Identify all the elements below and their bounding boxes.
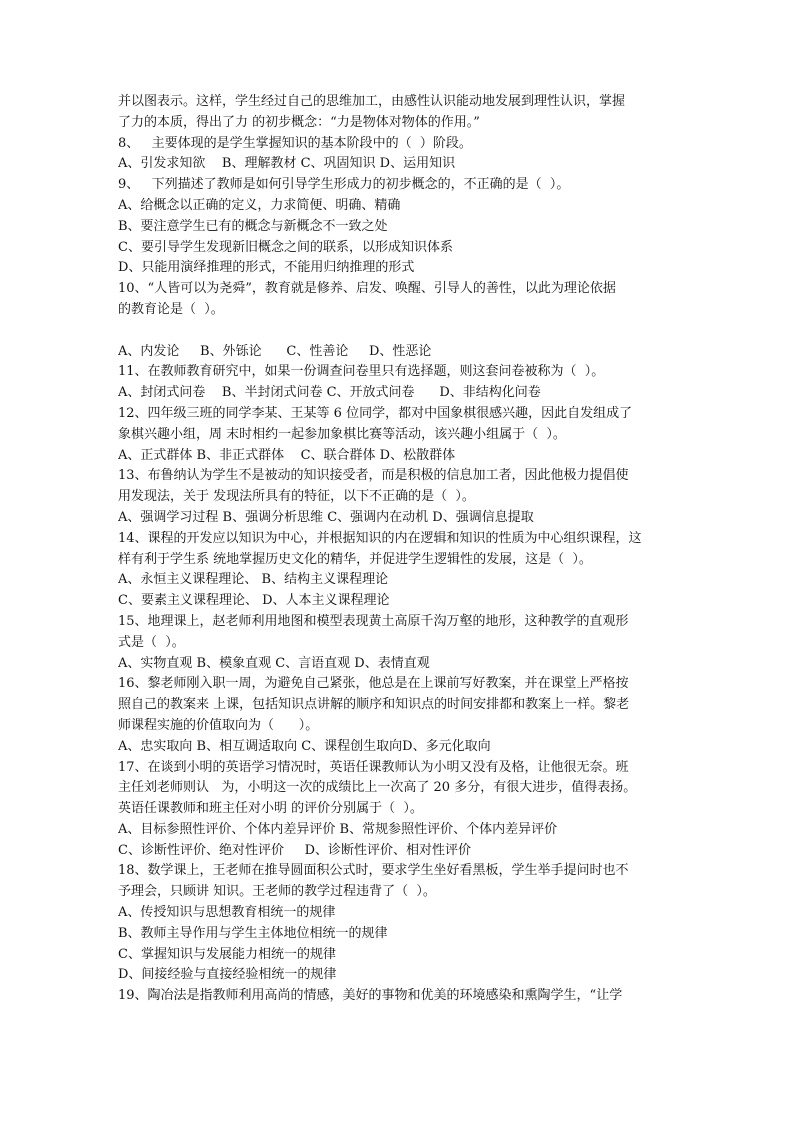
text-line: 10、“人皆可以为尧舜”，教育就是修养、启发、唤醒、引导人的善性，以此为理论依据: [118, 281, 616, 297]
text-line: C、诊断性评价、绝对性评价 D、诊断性评价、相对性评价: [118, 842, 472, 858]
text-line: 13、布鲁纳认为学生不是被动的知识接受者，而是积极的信息加工者，因此他极力提倡使: [118, 468, 629, 484]
text-line: A、传授知识与思想教育相统一的规律: [118, 905, 336, 921]
text-line: 16、黎老师刚入职一周，为避免自己紧张，他总是在上课前写好教案，并在课堂上严格按: [118, 676, 629, 692]
text-line: A、目标参照性评价、个体内差异评价 B、常规参照性评价、个体内差异评价: [118, 821, 558, 837]
text-line: 师课程实施的价值取向为（ ）。: [118, 717, 319, 733]
text-line: A、引发求知欲 B、理解教材 C、巩固知识 D、运用知识: [118, 156, 456, 172]
text-line: D、间接经验与直接经验相统一的规律: [118, 967, 337, 983]
text-line: 照自己的教案来 上课，包括知识点讲解的顺序和知识点的时间安排都和教案上一样。黎老: [118, 697, 630, 713]
text-line: 并以图表示。这样，学生经过自己的思维加工，由感性认识能动地发展到理性认识，掌握: [118, 94, 626, 109]
text-line: C、要素主义课程理论、 D、人本主义课程理论: [118, 593, 390, 609]
text-line: D、只能用演绎推理的形式，不能用归纳推理的形式: [118, 260, 415, 276]
text-line: 18、数学课上，王老师在推导圆面积公式时，要求学生坐好看黑板，学生举手提问时也不: [118, 863, 629, 879]
text-line: A、封闭式问卷 B、半封闭式问卷 C、开放式问卷 D、非结构化问卷: [118, 385, 541, 401]
text-line: 12、四年级三班的同学李某、王某等 6 位同学，都对中国象棋很感兴趣，因此自发组成了: [118, 405, 633, 421]
text-line: A、忠实取向 B、相互调适取向 C、课程创生取向D、多元化取向: [118, 738, 491, 754]
text-line: 9、 下列描述了教师是如何引导学生形成力的初步概念的，不正确的是（ ）。: [118, 177, 570, 193]
blank-line: [118, 321, 678, 342]
text-line: C、要引导学生发现新旧概念之间的联系，以形成知识体系: [118, 239, 453, 255]
text-line: B、教师主导作用与学生主体地位相统一的规律: [118, 925, 388, 941]
text-line: B、要注意学生已有的概念与新概念不一致之处: [118, 218, 388, 234]
text-line: A、永恒主义课程理论、 B、结构主义课程理论: [118, 572, 389, 588]
text-line: 了力的本质，得出了力 的初步概念：“力是物体对物体的作用。”: [118, 114, 480, 130]
document-body: [118, 92, 678, 1007]
text-line: 予理会，只顾讲 知识。王老师的教学过程违背了（ ）。: [118, 884, 436, 900]
text-line: 11、在教师教育研究中，如果一份调查问卷里只有选择题，则这套问卷被称为（ ）。: [118, 364, 605, 380]
text-line: 8、 主要体现的是学生掌握知识的基本阶段中的（ ）阶段。: [118, 135, 472, 151]
text-line: 英语任课教师和班主任对小明 的评价分别属于（ ）。: [118, 801, 423, 817]
text-line: A、内发论 B、外铄论 C、性善论 D、性恶论: [118, 343, 432, 359]
text-line: 19、陶冶法是指教师利用高尚的情感，美好的事物和优美的环境感染和熏陶学生，“让学: [118, 988, 623, 1004]
text-line: 17、在谈到小明的英语学习情况时，英语任课教师认为小明又没有及格，让他很无奈。班: [118, 759, 629, 775]
text-line: 样有利于学生系 统地掌握历史文化的精华，并促进学生逻辑性的发展，这是（ ）。: [118, 551, 592, 567]
text-line: 主任刘老师则认 为，小明这一次的成绩比上一次高了 20 多分，有很大进步，值得表扬。: [118, 780, 637, 796]
text-line: A、实物直观 B、模象直观 C、言语直观 D、表情直观: [118, 655, 430, 671]
text-line: A、强调学习过程 B、强调分析思维 C、强调内在动机 D、强调信息提取: [118, 509, 534, 525]
text-line: 14、课程的开发应以知识为中心，并根据知识的内在逻辑和知识的性质为中心组织课程，这: [118, 530, 642, 546]
text-line: A、正式群体 B、非正式群体 C、联合群体 D、松散群体: [118, 447, 456, 463]
text-line: C、掌握知识与发展能力相统一的规律: [118, 946, 336, 962]
text-line: 15、地理课上，赵老师利用地图和模型表现黄土高原千沟万壑的地形，这种教学的直观形: [118, 613, 629, 629]
text-line: 的教育论是（ ）。: [118, 301, 224, 317]
text-line: A、给概念以正确的定义，力求简便、明确、精确: [118, 197, 401, 213]
text-line: 用发现法，关于 发现法所具有的特征，以下不正确的是（ ）。: [118, 489, 475, 505]
text-line: 象棋兴趣小组，周 末时相约一起参加象棋比赛等活动，该兴趣小组属于（ ）。: [118, 426, 566, 442]
text-line: 式是（ ）。: [118, 634, 185, 650]
